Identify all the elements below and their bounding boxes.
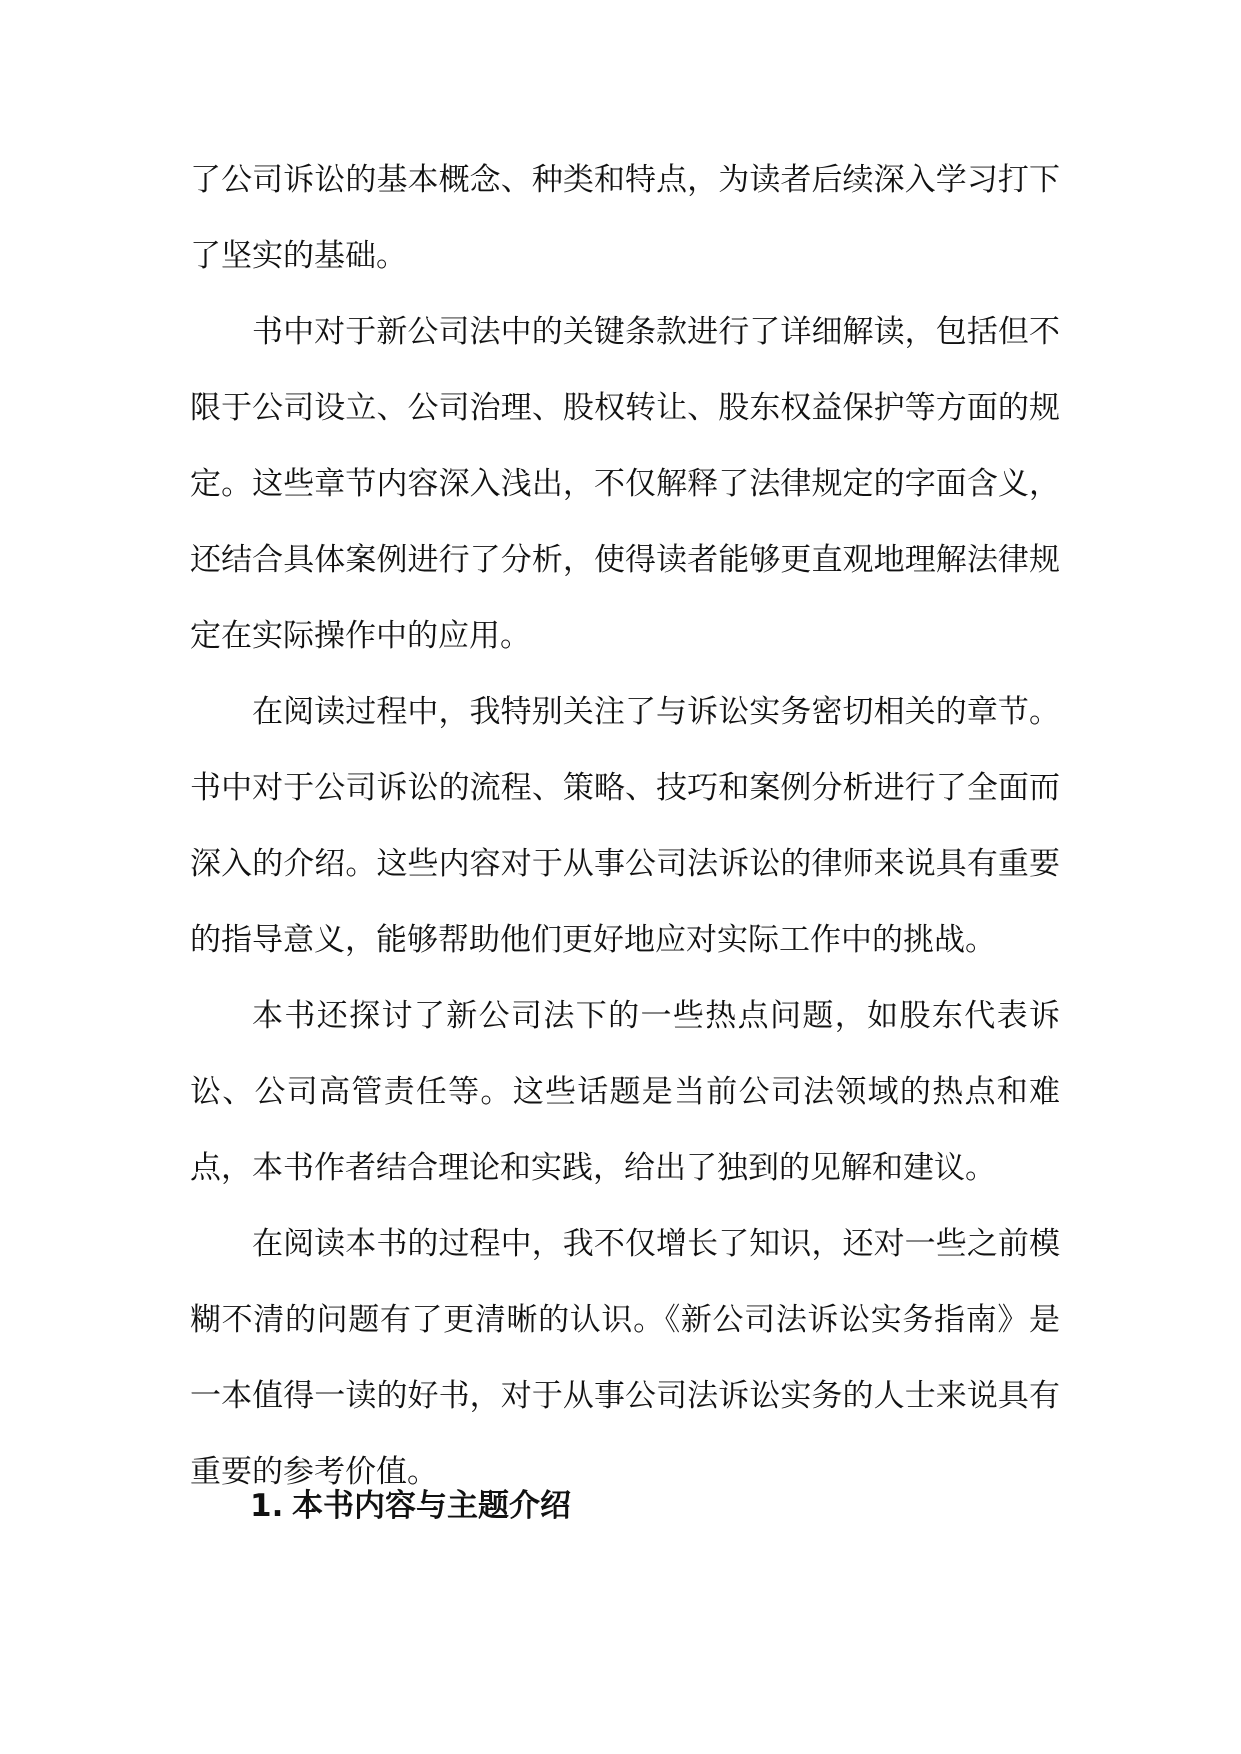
document-body [190, 142, 1060, 1510]
paragraph: 在阅读本书的过程中，我不仅增长了知识，还对一些之前模糊不清的问题有了更清晰的认识。《新公司法诉讼实务指南》是一本值得一读的好书，对于从事公司法诉讼实务的人士来说具有重要的参考价值。 [190, 1226, 1060, 1490]
paragraph-continuation: 了公司诉讼的基本概念、种类和特点，为读者后续深入学习打下了坚实的基础。 [190, 162, 1060, 274]
section-heading [250, 1476, 1050, 1536]
paragraph: 在阅读过程中，我特别关注了与诉讼实务密切相关的章节。书中对于公司诉讼的流程、策略、技巧和案例分析进行了全面而深入的介绍。这些内容对于从事公司法诉讼的律师来说具有重要的指导意义，能够帮助他们更好地应对实际工作中的挑战。 [190, 694, 1060, 958]
section-number: 1. [250, 1488, 284, 1524]
paragraph: 本书还探讨了新公司法下的一些热点问题，如股东代表诉讼、公司高管责任等。这些话题是当前公司法领域的热点和难点，本书作者结合理论和实践，给出了独到的见解和建议。 [190, 998, 1060, 1186]
paragraph: 书中对于新公司法中的关键条款进行了详细解读，包括但不限于公司设立、公司治理、股权转让、股东权益保护等方面的规定。这些章节内容深入浅出，不仅解释了法律规定的字面含义，还结合具体案例进行了分析，使得读者能够更直观地理解法律规定在实际操作中的应用。 [190, 314, 1060, 654]
section-title: 本书内容与主题介绍 [292, 1488, 571, 1524]
